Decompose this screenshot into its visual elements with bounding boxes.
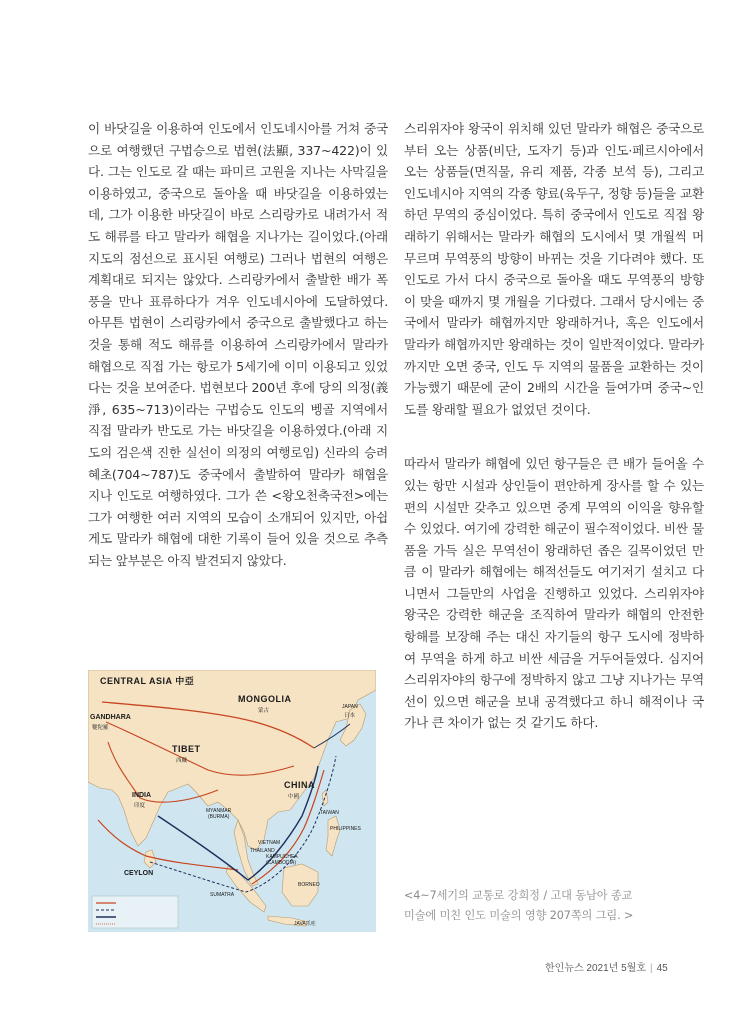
map-label-philippines: PHILIPPINES — [330, 826, 361, 832]
map-legend-box — [92, 896, 178, 928]
map-label-mongolia: MONGOLIA — [238, 694, 292, 704]
map-label-india: INDIA — [132, 792, 152, 799]
map-label-japan: JAPAN — [342, 704, 358, 710]
map-label-japan-han: 日本 — [344, 713, 356, 719]
map-caption — [404, 886, 704, 926]
left-paragraph: 이 바닷길을 이용하여 인도에서 인도네시아를 거쳐 중국으로 여행했던 구법승으로 법현(法顯, 337~422)이 있다. 그는 인도로 갈 때는 파미르 고원을 지나는 사막길을 이용하였고, 중국으로 돌아올 때 바닷길을 이용하였는데, 그가 이용한 바닷길이 바로 스리랑카로 내려가서 적도 해류를 타고 말라카 해협을 지나가는 길이었다.(아래 지도의 점선으로 표시된 여행로) 그러나 법현의 여행은 계획대로 되지는 않았다. 스리랑카에서 출발한 배가 폭풍을 만나 표류하다가 겨우 인도네시아에 도달하였다. 아무튼 법현이 스리랑카에서 중국으로 출발했다고 하는 것을 통해 적도 해류를 이용하여 스리랑카에서 말라카 해협으로 직접 가는 항로가 5세기에 이미 이용되고 있었다는 것을 보여준다. 법현보다 200년 후에 당의 의정(義淨, 635~713)이라는 구법승도 인도의 벵골 지역에서 직접 말라카 반도로 가는 바닷길을 이용하였다.(아래 지도의 검은색 진한 실선이 의정의 여행로임) 신라의 승려 혜초(704~787)도 중국에서 출발하여 말라카 해협을 지나 인도로 여행하였다. 그가 쓴 <왕오천축국전>에는 그가 여행한 여러 지역의 모습이 소개되어 있지만, 아쉽게도 말라카 해협에 대한 기록이 들어 있을 것으로 추측되는 앞부분은 아직 발견되지 않았다. — [88, 121, 388, 568]
map-label-java — [294, 920, 316, 927]
map-label-central-asia-en: CENTRAL ASIA — [100, 676, 173, 686]
map-label-mongolia-han: 蒙古 — [258, 708, 270, 714]
right-column — [404, 118, 704, 734]
right-paragraph-2: 따라서 말라카 해협에 있던 항구들은 큰 배가 들어올 수 있는 항만 시설과 상인들이 편안하게 장사를 할 수 있는 편의 시설만 갖추고 있으면 중계 무역의 이익을 향유할 수 있었다. 여기에 강력한 해군이 필수적이었다. 비싼 물품을 가득 실은 무역선이 왕래하던 좁은 길목이었던 만큼 이 말라카 해협에는 해적선들도 여기저기 설치고 다니면서 그들만의 사업을 진행하고 있었다. 스리위자야 왕국은 강력한 해군을 조직하여 말라카 해협의 안전한 항해를 보장해 주는 대신 자기들의 항구 도시에 정박하여 무역을 하게 하고 비싼 세금을 거두어들였다. 심지어 스리위자야의 항구에 정박하지 않고 그냥 지나가는 무역선이 있으면 해군을 보내 공격했다고 하니 해적이나 국가나 큰 차이가 없는 것 같기도 하다. — [404, 456, 704, 731]
map-label-india-han: 印度 — [134, 803, 146, 809]
map-label-central-asia — [100, 674, 194, 687]
map-label-cambodia: (CAMBODIA) — [266, 860, 296, 866]
map-label-java-en: JAVA — [294, 921, 306, 927]
caption-line-1: <4~7세기의 교통로 강희정 / 고대 동남아 종교 — [404, 889, 633, 902]
map-label-ceylon: CEYLON — [124, 870, 154, 877]
caption-line-2: 미술에 미친 인도 미술의 영향 207쪽의 그림. > — [404, 909, 634, 922]
map-label-tibet: TIBET — [172, 744, 201, 754]
left-column — [88, 118, 388, 571]
map-label-central-asia-han: 中亞 — [175, 676, 195, 686]
map-label-gandhara-han: 犍陀羅 — [92, 725, 109, 731]
map-label-china-han: 中國 — [288, 794, 300, 800]
map-label-tibet-han: 西藏 — [176, 758, 188, 764]
map-label-taiwan: TAIWAN — [320, 810, 339, 816]
map-label-thailand: THAILAND — [250, 848, 275, 854]
footer-separator: | — [649, 963, 653, 974]
footer-publication: 한인뉴스 2021년 5월호 — [545, 963, 646, 974]
map-label-sumatra: SUMATRA — [210, 892, 235, 898]
right-paragraph-1: 스리위자야 왕국이 위치해 있던 말라카 해협은 중국으로부터 오는 상품(비단, 도자기 등)과 인도·페르시아에서 오는 상품들(면직물, 유리 제품, 각종 보석 등), 그리고 인도네시아 지역의 각종 향료(육두구, 정향 등)들을 교환하던 무역의 중심이었다. 특히 중국에서 인도로 직접 왕래하기 위해서는 말라카 해협의 도시에서 몇 개월씩 머무르며 무역풍의 방향이 바뀌는 것을 기다려야 했다. 또 인도로 가서 다시 중국으로 돌아올 때도 무역풍의 방향이 맞을 때까지 몇 개월을 기다렸다. 그래서 당시에는 중국에서 말라카 해협까지만 왕래하거나, 혹은 인도에서 말라카 해협까지만 왕래하는 것이 일반적이었다. 말라카까지만 오면 중국, 인도 두 지역의 물품을 교환하는 것이 가능했기 때문에 굳이 2배의 시간을 들여가며 중국~인도를 왕래할 필요가 없었던 것이다. — [404, 121, 704, 417]
footer-page-number: 45 — [656, 963, 668, 974]
trade-route-map — [88, 670, 376, 932]
map-label-myanmar: MYANMAR — [206, 808, 232, 814]
page-footer — [545, 959, 668, 974]
map-label-china: CHINA — [284, 780, 315, 790]
map-label-burma: (BURMA) — [208, 814, 230, 820]
map-label-java-han: 爪哇 — [305, 921, 316, 927]
map-label-vietnam: VIETNAM — [258, 840, 281, 846]
map-label-borneo: BORNEO — [298, 882, 320, 888]
map-label-gandhara: GANDHARA — [90, 714, 131, 721]
map-label-kampuchea: KAMPUCHEA — [266, 854, 298, 860]
